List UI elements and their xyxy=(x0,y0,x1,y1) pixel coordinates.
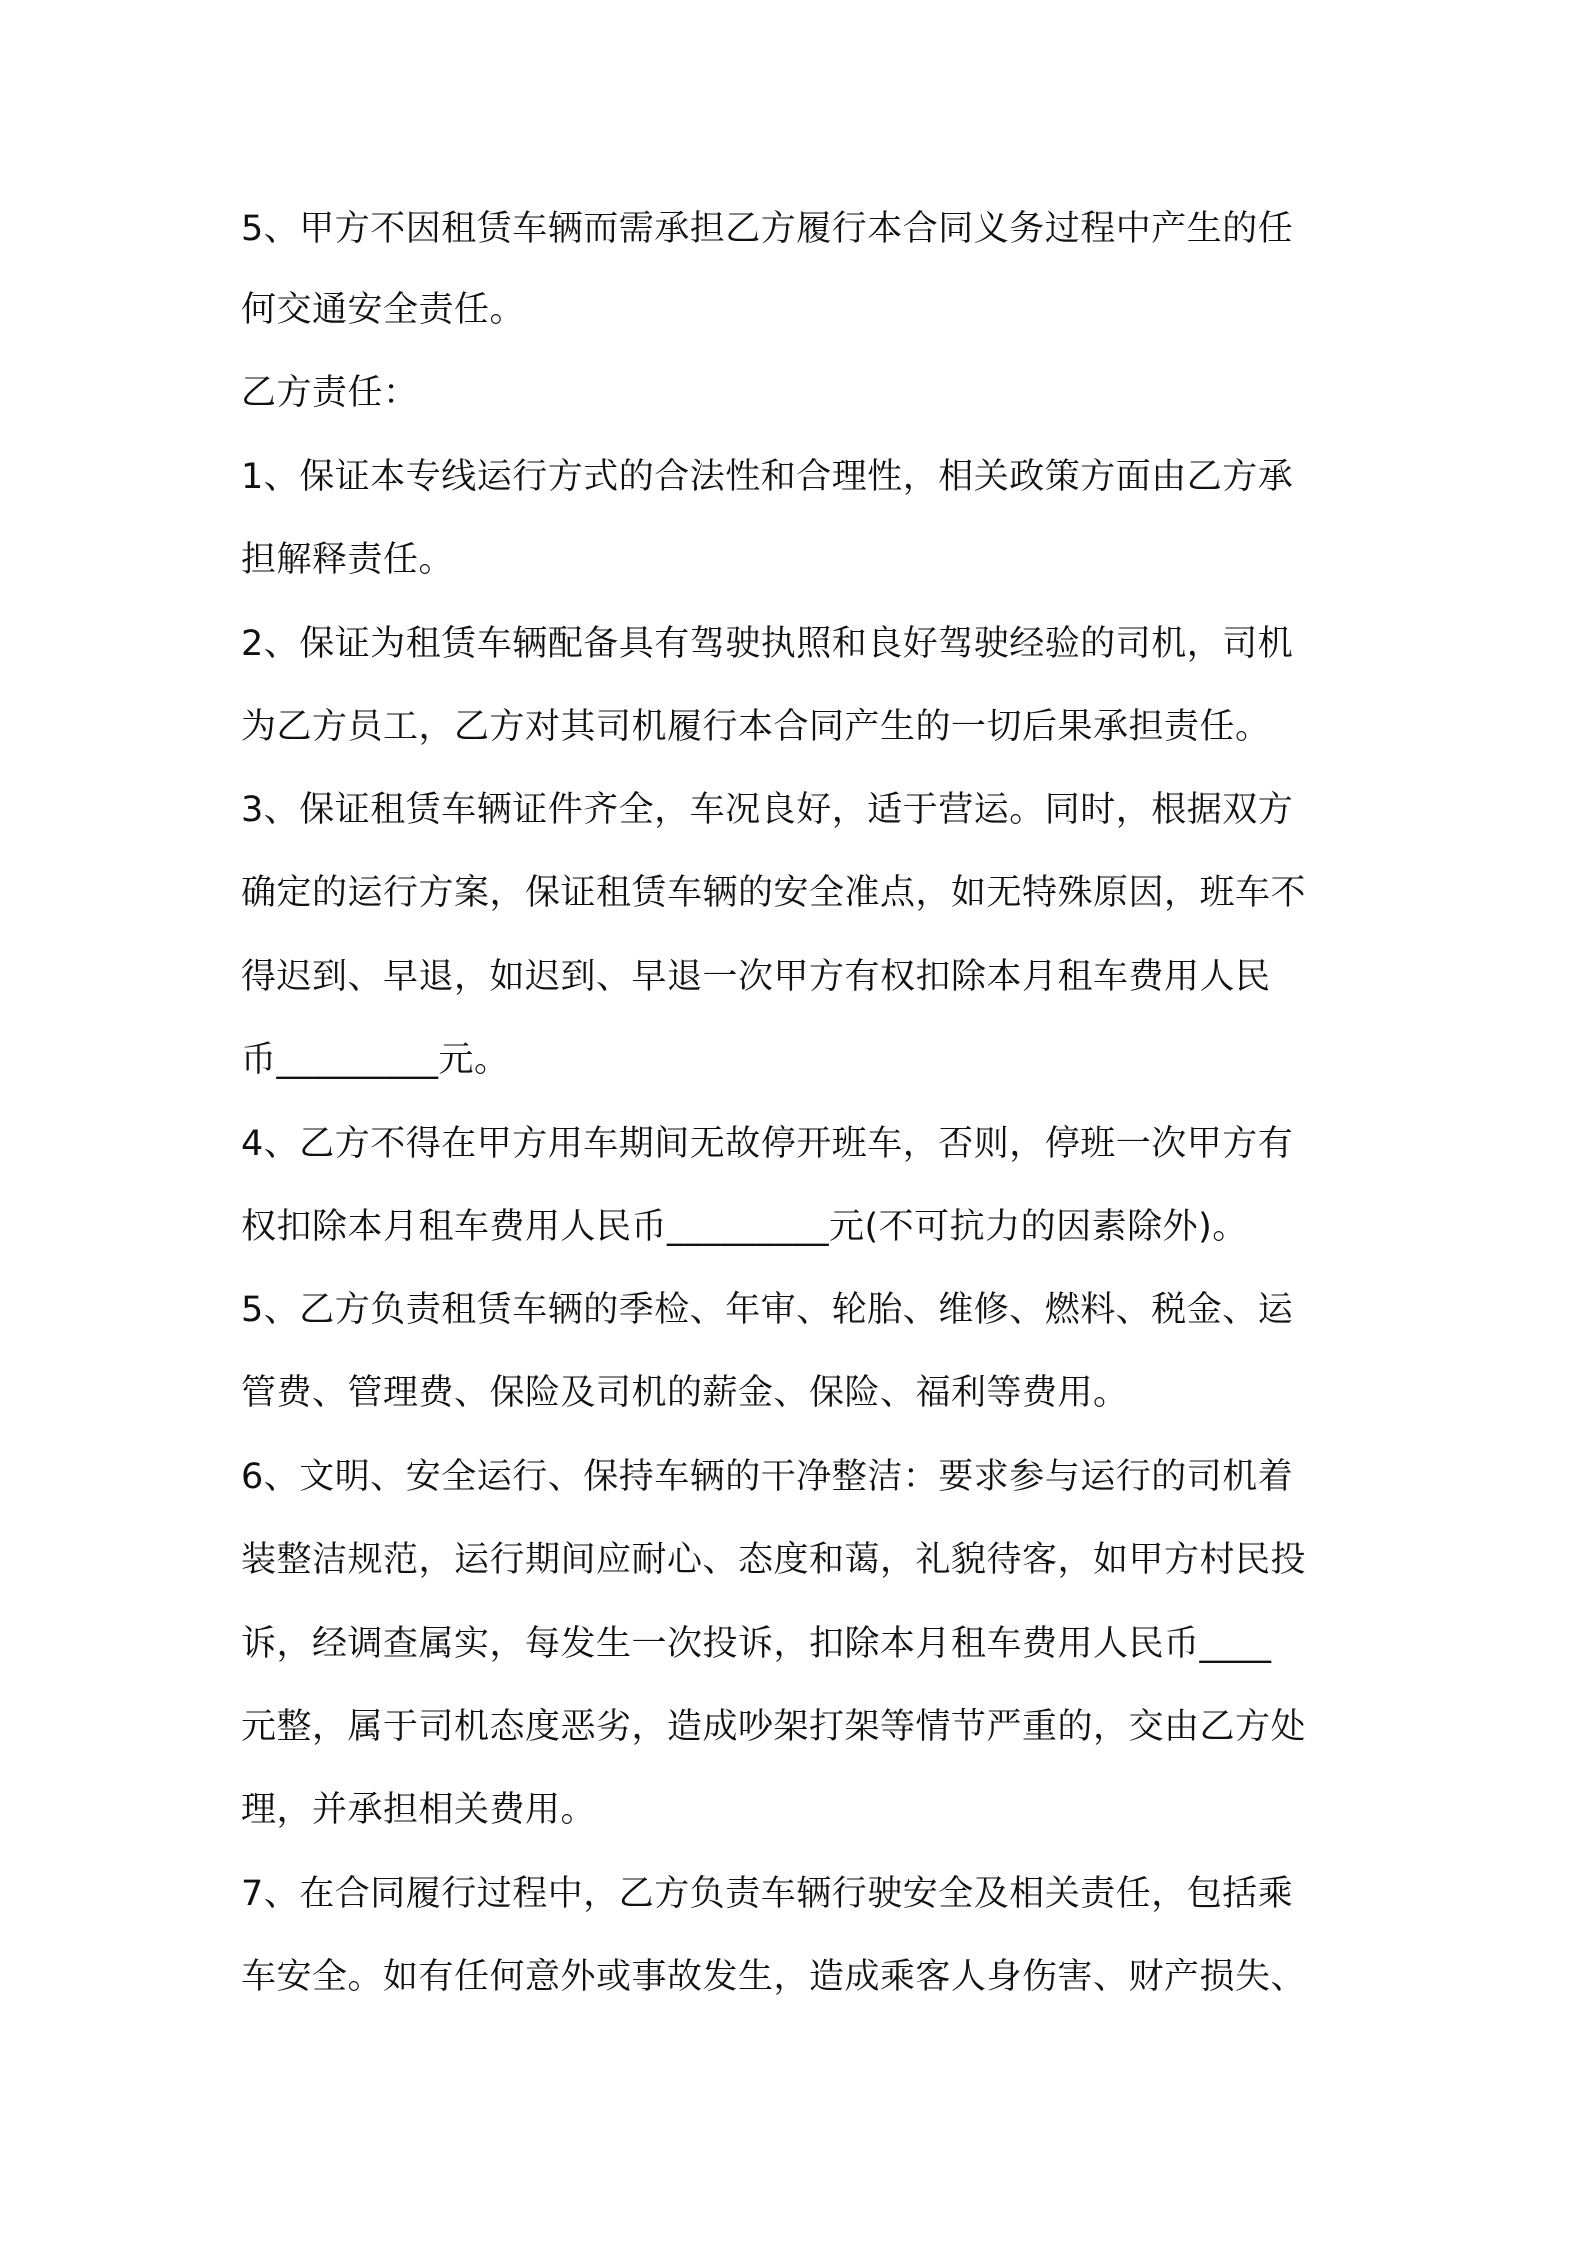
section-heading-party-b: 乙方责任： xyxy=(241,373,419,413)
text-line-8: 3、保证租赁车辆证件齐全，车况良好，适于营运。同时，根据双方 xyxy=(241,790,1294,830)
text-line-10: 得迟到、早退，如迟到、早退一次甲方有权扣除本月租车费用人民 xyxy=(241,957,1271,997)
text-line-16: 6、文明、安全运行、保持车辆的干净整洁：要求参与运行的司机着 xyxy=(241,1457,1294,1497)
text-line-19: 元整，属于司机态度恶劣，造成吵架打架等情节严重的，交由乙方处 xyxy=(241,1707,1307,1747)
text-line-11: 币_________元。 xyxy=(241,1040,510,1080)
text-line-9: 确定的运行方案，保证租赁车辆的安全准点，如无特殊原因，班车不 xyxy=(241,873,1307,913)
text-line-6: 2、保证为租赁车辆配备具有驾驶执照和良好驾驶经验的司机，司机 xyxy=(241,624,1294,664)
text-line-21: 7、在合同履行过程中，乙方负责车辆行驶安全及相关责任，包括乘 xyxy=(241,1874,1294,1914)
text-line-5: 担解释责任。 xyxy=(241,540,455,580)
text-line-12: 4、乙方不得在甲方用车期间无故停开班车，否则，停班一次甲方有 xyxy=(241,1124,1294,1164)
text-line-13: 权扣除本月租车费用人民币_________元(不可抗力的因素除外)。 xyxy=(241,1207,1248,1247)
text-line-17: 装整洁规范，运行期间应耐心、态度和蔼，礼貌待客，如甲方村民投 xyxy=(241,1540,1307,1580)
text-line-1: 5、甲方不因租赁车辆而需承担乙方履行本合同义务过程中产生的任 xyxy=(241,209,1294,249)
text-line-20: 理，并承担相关费用。 xyxy=(241,1790,597,1830)
text-line-22: 车安全。如有任何意外或事故发生，造成乘客人身伤害、财产损失、 xyxy=(241,1957,1307,1997)
text-line-4: 1、保证本专线运行方式的合法性和合理性，相关政策方面由乙方承 xyxy=(241,457,1294,497)
text-line-14: 5、乙方负责租赁车辆的季检、年审、轮胎、维修、燃料、税金、运 xyxy=(241,1290,1294,1330)
text-line-2: 何交通安全责任。 xyxy=(241,290,526,330)
text-line-7: 为乙方员工，乙方对其司机履行本合同产生的一切后果承担责任。 xyxy=(241,707,1271,747)
text-line-15: 管费、管理费、保险及司机的薪金、保险、福利等费用。 xyxy=(241,1373,1129,1413)
text-line-18: 诉，经调查属实，每发生一次投诉，扣除本月租车费用人民币____ xyxy=(241,1624,1272,1664)
